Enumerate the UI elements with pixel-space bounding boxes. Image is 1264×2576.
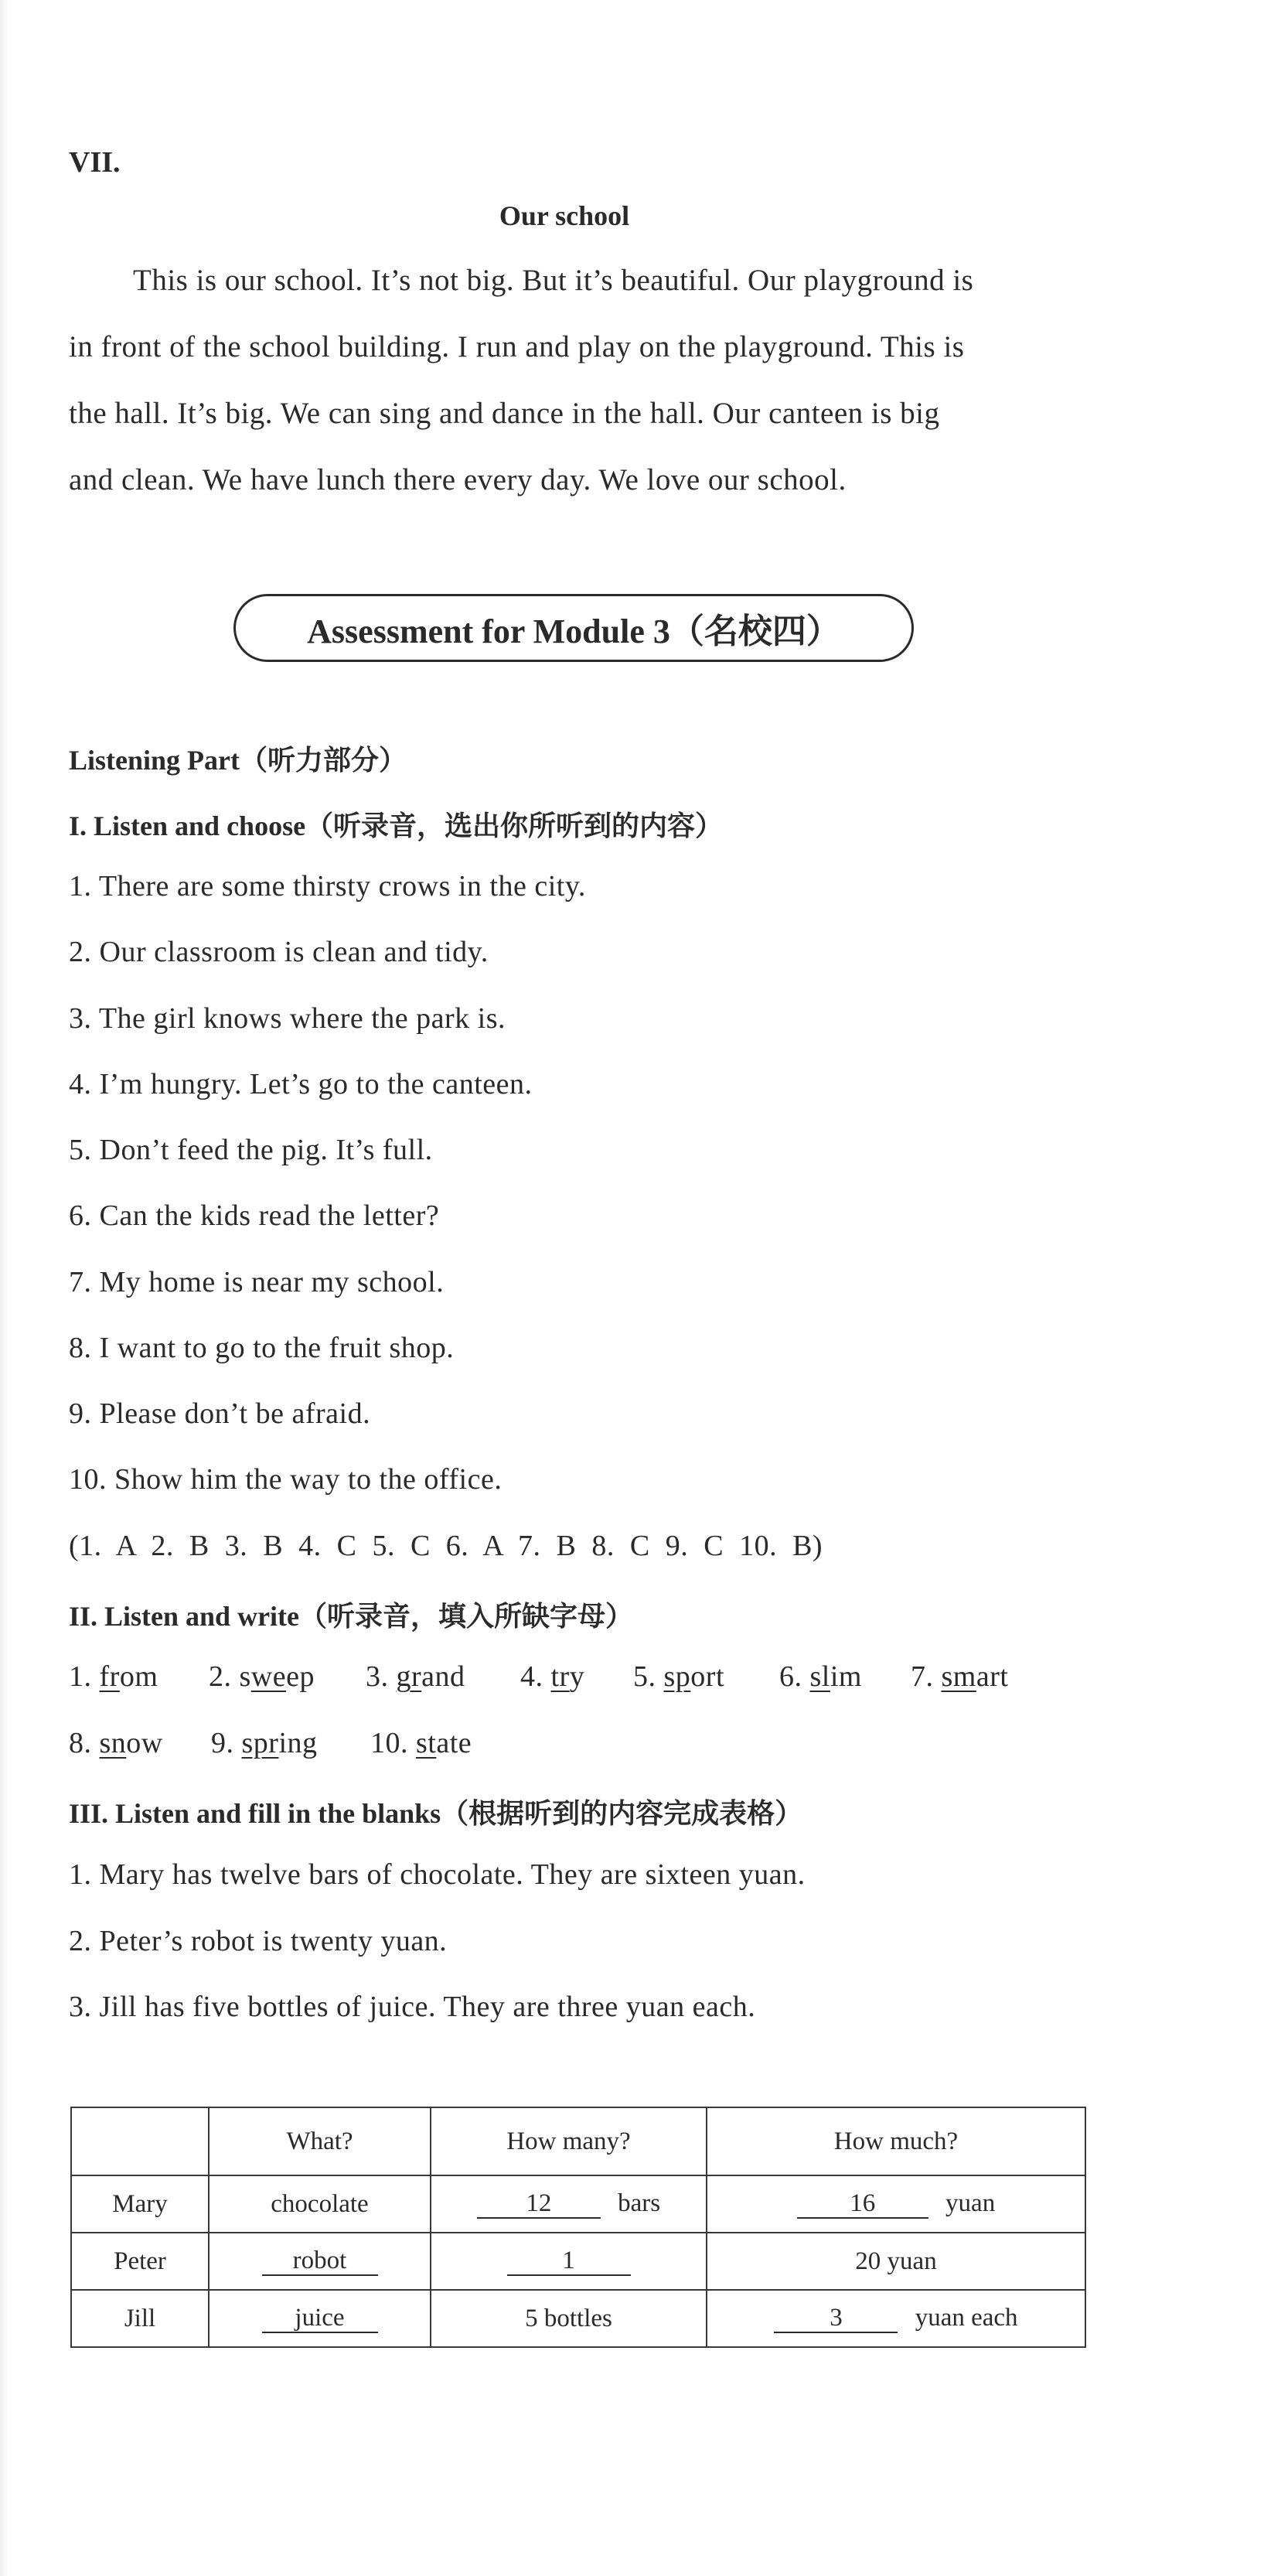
part2-word: 10. state bbox=[370, 1727, 472, 1759]
part3-item: 1. Mary has twelve bars of chocolate. They are sixteen yuan. bbox=[69, 1858, 806, 1891]
part2-word: 9. spring bbox=[211, 1727, 318, 1759]
part3-item: 3. Jill has five bottles of juice. They are three yuan each. bbox=[69, 1991, 756, 2023]
passage-line: in front of the school building. I run and play on the playground. This is bbox=[69, 330, 965, 363]
part1-item: 7. My home is near my school. bbox=[69, 1266, 445, 1298]
row-name: Mary bbox=[71, 2175, 209, 2233]
part1-item: 2. Our classroom is clean and tidy. bbox=[69, 936, 489, 968]
part2-heading: II. Listen and write（听录音，填入所缺字母） bbox=[69, 1601, 634, 1632]
passage-line: This is our school. It’s not big. But it’s beautiful. Our playground is bbox=[133, 264, 974, 297]
part2-word: 4. try bbox=[520, 1660, 585, 1693]
table-header-cell: How many? bbox=[431, 2107, 707, 2175]
how-many-cell bbox=[431, 2175, 707, 2233]
part3-item: 2. Peter’s robot is twenty yuan. bbox=[69, 1925, 448, 1957]
row-name: Peter bbox=[71, 2233, 209, 2290]
module-banner-title: Assessment for Module 3（名校四） bbox=[307, 612, 840, 650]
part2-word: 2. sweep bbox=[209, 1660, 315, 1693]
part1-item: 8. I want to go to the fruit shop. bbox=[69, 1332, 455, 1364]
how-much-unit: yuan bbox=[945, 2189, 996, 2217]
part2-word: 5. sport bbox=[633, 1660, 725, 1693]
part1-item: 5. Don’t feed the pig. It’s full. bbox=[69, 1134, 433, 1166]
passage-line: and clean. We have lunch there every day. We love our school. bbox=[69, 463, 847, 496]
what-cell bbox=[209, 2290, 431, 2347]
part3-heading: III. Listen and fill in the blanks（根据听到的内容完成表格） bbox=[69, 1798, 803, 1829]
part1-item: 3. The girl knows where the park is. bbox=[69, 1002, 506, 1035]
what-cell bbox=[209, 2233, 431, 2290]
part1-item: 6. Can the kids read the letter? bbox=[69, 1199, 440, 1232]
passage-line: the hall. It’s big. We can sing and dance in the hall. Our canteen is big bbox=[69, 397, 940, 430]
table-row bbox=[71, 2175, 1085, 2233]
how-much-blank: 16 bbox=[797, 2189, 928, 2219]
how-much-cell bbox=[707, 2175, 1085, 2233]
row-name: Jill bbox=[71, 2290, 209, 2347]
what-blank: juice bbox=[262, 2304, 378, 2333]
how-many-blank: 1 bbox=[507, 2247, 631, 2276]
part2-word: 3. grand bbox=[366, 1660, 465, 1693]
part1-heading: I. Listen and choose（听录音，选出你所听到的内容） bbox=[69, 810, 724, 841]
table-header-cell: What? bbox=[209, 2107, 431, 2175]
table-row bbox=[71, 2233, 1085, 2290]
part2-word: 1. from bbox=[69, 1660, 158, 1693]
part1-item: 10. Show him the way to the office. bbox=[69, 1463, 503, 1496]
table-row bbox=[71, 2290, 1085, 2347]
table-header-cell bbox=[71, 2107, 209, 2175]
what-cell: chocolate bbox=[209, 2175, 431, 2233]
part2-word: 8. snow bbox=[69, 1727, 163, 1759]
part2-word: 7. smart bbox=[911, 1660, 1009, 1693]
section-vii-label: VII. bbox=[69, 146, 121, 179]
how-many-unit: bars bbox=[618, 2189, 661, 2217]
part1-answers: (1. A 2. B 3. B 4. C 5. C 6. A 7. B 8. C 9. C 10. B) bbox=[69, 1530, 823, 1562]
how-much-unit: yuan each bbox=[915, 2303, 1018, 2332]
how-many-cell bbox=[431, 2233, 707, 2290]
how-much-cell: 20 yuan bbox=[707, 2233, 1085, 2290]
passage-title: Our school bbox=[499, 200, 630, 231]
what-blank: robot bbox=[262, 2247, 378, 2276]
how-many-blank: 12 bbox=[477, 2189, 601, 2219]
table-header-row bbox=[71, 2107, 1085, 2175]
table-header-cell: How much? bbox=[707, 2107, 1085, 2175]
part1-item: 4. I’m hungry. Let’s go to the canteen. bbox=[69, 1068, 533, 1100]
scan-edge-shadow bbox=[0, 0, 8, 2576]
listening-part-heading: Listening Part（听力部分） bbox=[69, 745, 407, 776]
answer-table bbox=[70, 2107, 1086, 2348]
how-much-blank: 3 bbox=[774, 2304, 898, 2333]
how-much-cell bbox=[707, 2290, 1085, 2347]
module-banner bbox=[233, 594, 914, 662]
how-many-cell: 5 bottles bbox=[431, 2290, 707, 2347]
part2-word: 6. slim bbox=[779, 1660, 862, 1693]
part1-item: 9. Please don’t be afraid. bbox=[69, 1397, 371, 1430]
part1-item: 1. There are some thirsty crows in the city. bbox=[69, 870, 586, 902]
